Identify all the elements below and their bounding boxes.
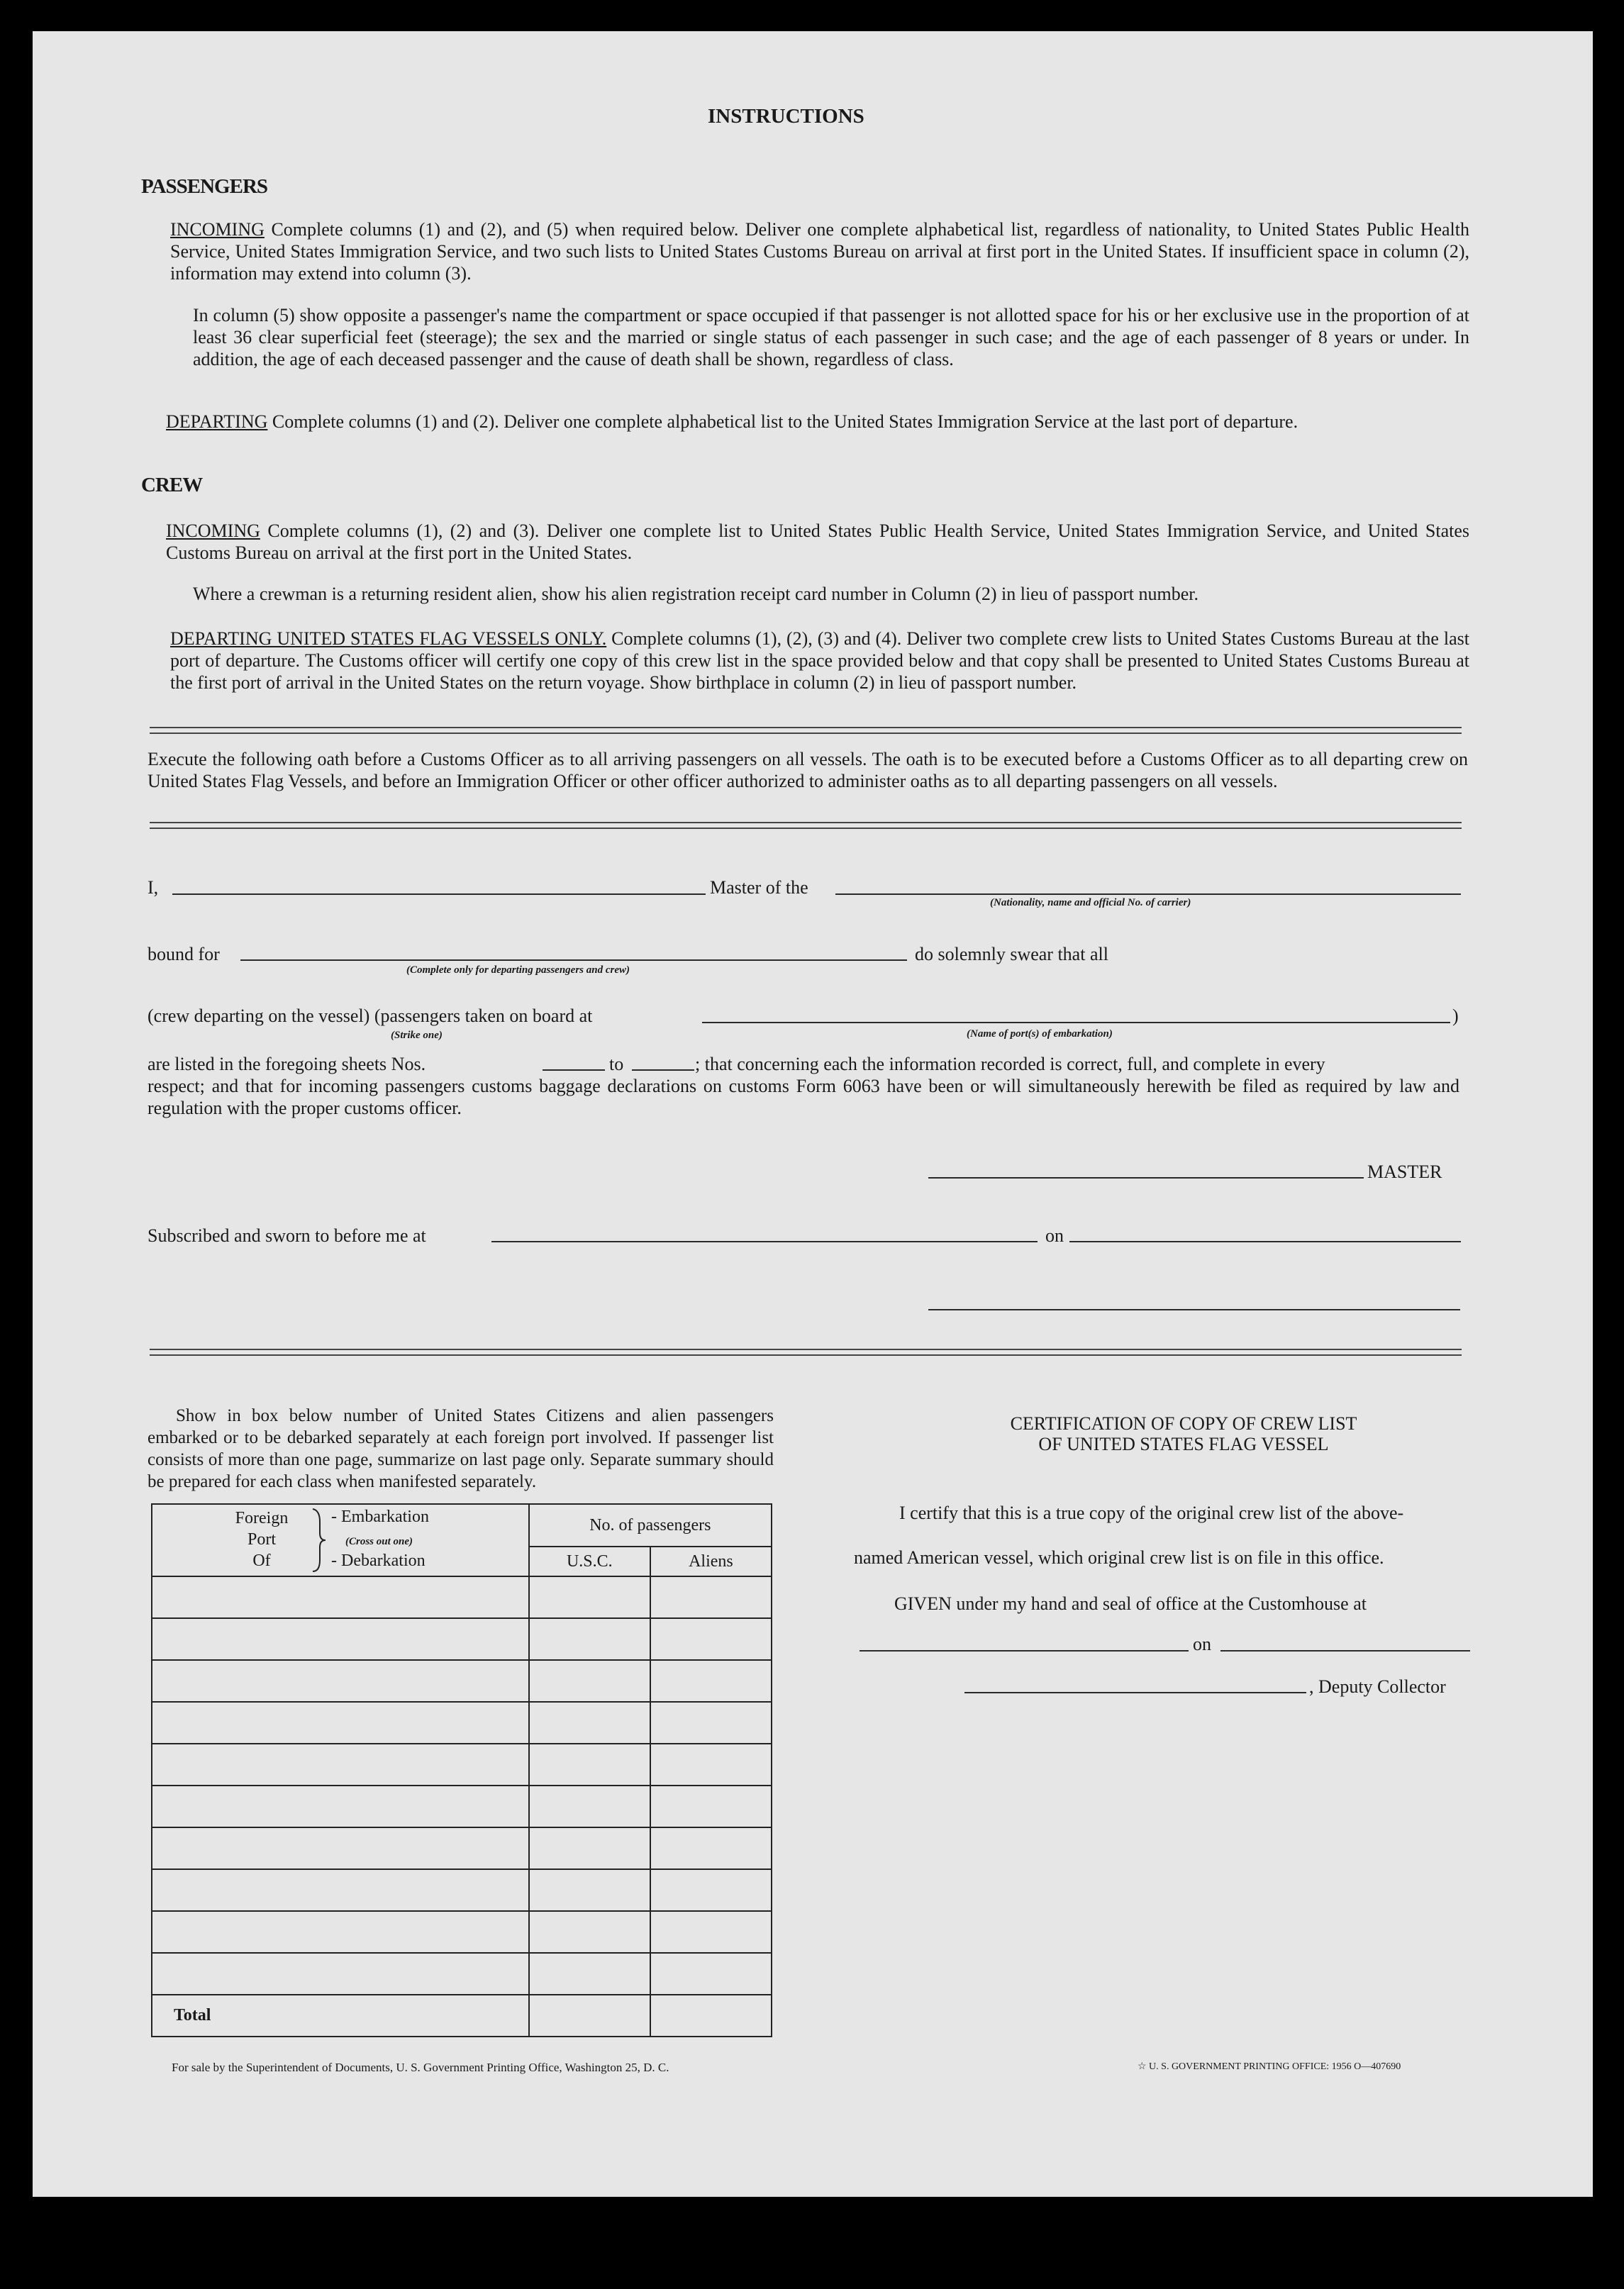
- table-row: [152, 1869, 772, 1911]
- aliens-cell[interactable]: [650, 1911, 772, 1953]
- brace-icon: [310, 1508, 327, 1573]
- usc-cell[interactable]: [529, 1827, 650, 1869]
- port-cell[interactable]: [152, 1786, 529, 1827]
- divider: [150, 727, 1462, 734]
- certification-line-2: named American vessel, which original crew list is on file in this office.: [854, 1547, 1384, 1568]
- usc-cell[interactable]: [529, 1576, 650, 1618]
- port-cell[interactable]: [152, 1744, 529, 1786]
- usc-cell[interactable]: [529, 1911, 650, 1953]
- passenger-summary-table: [151, 1503, 772, 2037]
- aliens-cell[interactable]: [650, 1953, 772, 1995]
- table-row: [152, 1911, 772, 1953]
- passengers-incoming-label: INCOMING: [170, 219, 265, 240]
- listed-rest: respect; and that for incoming passengers customs baggage declarations on customs Form 6063 have been or will simultaneously herewith be filed as required by law and regulation with the proper customs officer.: [148, 1076, 1459, 1118]
- table-row: [152, 1827, 772, 1869]
- strike-one-hint: (Strike one): [391, 1030, 443, 1041]
- passengers-column5-paragraph: In column (5) show opposite a passenger's name the compartment or space occupied if that passenger is not allotted space for his or her exclusive use in the proportion of at least 36 clear superficial feet (steerage); the sex and the married or single status of each passenger in such case; and the age of each passenger of 8 years or under. In addition, the age of each deceased passenger and the cause of death shall be shown, regardless of class.: [193, 305, 1469, 369]
- usc-cell[interactable]: [529, 1744, 650, 1786]
- divider: [150, 822, 1462, 829]
- passengers-incoming-text: Complete columns (1) and (2), and (5) when required below. Deliver one complete alphabetical list, regardless of nationality, to United States Public Health Service, United States Immigration Service, and two such lists to United States Customs Bureau on arrival at first port in the United States. If insufficient space in column (2), information may extend into column (3).: [170, 219, 1469, 284]
- usc-total-cell[interactable]: [529, 1995, 650, 2037]
- table-row: [152, 1576, 772, 1618]
- aliens-header: Aliens: [650, 1547, 772, 1576]
- embarkation-port-field[interactable]: [702, 1022, 1450, 1023]
- of-label: Of: [252, 1552, 271, 1570]
- usc-cell[interactable]: [529, 1869, 650, 1911]
- aliens-cell[interactable]: [650, 1827, 772, 1869]
- aliens-total-cell[interactable]: [650, 1995, 772, 2037]
- listed-continued: ; that concerning each the information recorded is correct, full, and complete in every: [695, 1054, 1325, 1074]
- bound-for-field[interactable]: [240, 959, 907, 961]
- subscribed-label: Subscribed and sworn to before me at: [148, 1225, 426, 1246]
- aliens-cell[interactable]: [650, 1786, 772, 1827]
- usc-header: U.S.C.: [529, 1547, 650, 1576]
- debarkation-label: - Debarkation: [331, 1552, 426, 1570]
- footer-right: ☆ U. S. GOVERNMENT PRINTING OFFICE: 1956 O—407690: [1138, 2061, 1401, 2072]
- aliens-cell[interactable]: [650, 1576, 772, 1618]
- crew-heading: CREW: [141, 474, 203, 496]
- port-cell[interactable]: [152, 1576, 529, 1618]
- bound-for-label: bound for: [148, 944, 220, 964]
- listed-label: are listed in the foregoing sheets Nos.: [148, 1054, 426, 1074]
- crew-departing-label: DEPARTING UNITED STATES FLAG VESSELS ONLY.: [170, 628, 607, 649]
- close-paren: ): [1452, 1006, 1459, 1026]
- certification-title-1: CERTIFICATION OF COPY OF CREW LIST: [1010, 1413, 1357, 1434]
- passengers-heading: PASSENGERS: [141, 175, 268, 198]
- crew-incoming-paragraph: [166, 520, 1469, 564]
- listed-to-label: to: [609, 1054, 624, 1074]
- passengers-departing-label: DEPARTING: [166, 411, 268, 432]
- certification-line-1: I certify that this is a true copy of the original crew list of the above-: [899, 1503, 1404, 1523]
- summary-instruction: Show in box below number of United States Citizens and alien passengers embarked or to be debarked separately at each foreign port involved. If passenger list consists of more than one page, summarize on last page only. Separate summary should be prepared for each class when manifested separately.: [148, 1406, 774, 1491]
- customhouse-field[interactable]: [860, 1650, 1189, 1652]
- table-row: [152, 1618, 772, 1660]
- total-row: [152, 1995, 772, 2037]
- usc-cell[interactable]: [529, 1660, 650, 1702]
- table-row: [152, 1660, 772, 1702]
- master-name-field[interactable]: [172, 893, 706, 895]
- aliens-cell[interactable]: [650, 1869, 772, 1911]
- crew-incoming-label: INCOMING: [166, 520, 260, 541]
- bound-for-hint: (Complete only for departing passengers and crew): [406, 964, 630, 976]
- aliens-cell[interactable]: [650, 1618, 772, 1660]
- crew-incoming-text: Complete columns (1), (2) and (3). Deliver one complete list to United States Public Health Service, United States Immigration Service, and United States Customs Bureau on arrival at the first port in the United States.: [166, 520, 1470, 563]
- foreign-label: Foreign: [235, 1509, 289, 1527]
- master-label: MASTER: [1367, 1162, 1442, 1182]
- deputy-collector-label: , Deputy Collector: [1309, 1676, 1446, 1697]
- certification-on-label: on: [1193, 1634, 1211, 1654]
- embarkation-port-hint: (Name of port(s) of embarkation): [967, 1028, 1113, 1040]
- usc-cell[interactable]: [529, 1786, 650, 1827]
- table-row: [152, 1953, 772, 1995]
- port-header-cell: [152, 1504, 529, 1576]
- crew-departing-text: Complete columns (1), (2), (3) and (4). Deliver two complete crew lists to United States Customs Bureau at the last port of departure. The Customs officer will certify one copy of this crew list in the space provided below and that copy shall be presented to United States Customs Bureau at the first port of arrival in the United States on the return voyage. Show birthplace in column (2) in lieu of passport number.: [170, 628, 1470, 693]
- aliens-cell[interactable]: [650, 1660, 772, 1702]
- footer-left: For sale by the Superintendent of Documents, U. S. Government Printing Office, Washington 25, D. C.: [172, 2061, 669, 2074]
- aliens-cell[interactable]: [650, 1744, 772, 1786]
- usc-cell[interactable]: [529, 1953, 650, 1995]
- embarkation-label: - Embarkation: [331, 1508, 429, 1526]
- table-row: [152, 1702, 772, 1744]
- crew-resident-paragraph: Where a crewman is a returning resident alien, show his alien registration receipt card number in Column (2) in lieu of passport number.: [193, 584, 1199, 604]
- oath-instruction: Execute the following oath before a Customs Officer as to all arriving passengers on all vessels. The oath is to be executed before a Customs Officer as to all departing crew on United States Flag Vessels, and before an Immigration Officer or other officer authorized to administer oaths as to all departing passengers on all vessels.: [148, 749, 1468, 791]
- port-cell[interactable]: [152, 1869, 529, 1911]
- master-of-the-label: Master of the: [710, 877, 808, 898]
- table-row: [152, 1744, 772, 1786]
- certification-title-2: OF UNITED STATES FLAG VESSEL: [1038, 1434, 1329, 1454]
- swear-label: do solemnly swear that all: [915, 944, 1108, 964]
- usc-cell[interactable]: [529, 1618, 650, 1660]
- sheet-to-field[interactable]: [632, 1069, 694, 1071]
- port-cell[interactable]: [152, 1911, 529, 1953]
- usc-cell[interactable]: [529, 1702, 650, 1744]
- certification-line-3: GIVEN under my hand and seal of office at the Customhouse at: [894, 1593, 1367, 1614]
- port-cell[interactable]: [152, 1827, 529, 1869]
- aliens-cell[interactable]: [650, 1702, 772, 1744]
- passengers-departing-paragraph: [166, 411, 1469, 433]
- page-title: INSTRUCTIONS: [708, 105, 864, 128]
- port-label: Port: [247, 1530, 276, 1549]
- cross-out-hint: (Cross out one): [345, 1536, 413, 1547]
- sworn-date-field[interactable]: [1069, 1241, 1461, 1242]
- deputy-signature-field[interactable]: [964, 1692, 1306, 1693]
- master-signature-field[interactable]: [928, 1177, 1364, 1179]
- port-cell[interactable]: [152, 1660, 529, 1702]
- port-cell[interactable]: [152, 1953, 529, 1995]
- sworn-on-label: on: [1045, 1225, 1064, 1246]
- no-passengers-header: No. of passengers: [529, 1504, 772, 1547]
- sworn-location-field[interactable]: [491, 1241, 1038, 1242]
- oath-i-label: I,: [148, 877, 159, 898]
- officer-signature-field[interactable]: [928, 1309, 1460, 1310]
- carrier-hint: (Nationality, name and official No. of carrier): [990, 897, 1191, 908]
- passengers-incoming-paragraph: [170, 218, 1469, 284]
- crew-passengers-label: (crew departing on the vessel) (passengers taken on board at: [148, 1006, 593, 1026]
- passengers-departing-text: Complete columns (1) and (2). Deliver one complete alphabetical list to the United States Immigration Service at the last port of departure.: [272, 411, 1298, 432]
- total-label: Total: [152, 1995, 529, 2037]
- table-row: [152, 1786, 772, 1827]
- port-cell[interactable]: [152, 1702, 529, 1744]
- crew-departing-paragraph: [170, 628, 1469, 694]
- port-cell[interactable]: [152, 1618, 529, 1660]
- certification-date-field[interactable]: [1220, 1650, 1470, 1652]
- form-page: [33, 31, 1593, 2197]
- divider: [150, 1349, 1462, 1356]
- carrier-field[interactable]: [835, 893, 1461, 895]
